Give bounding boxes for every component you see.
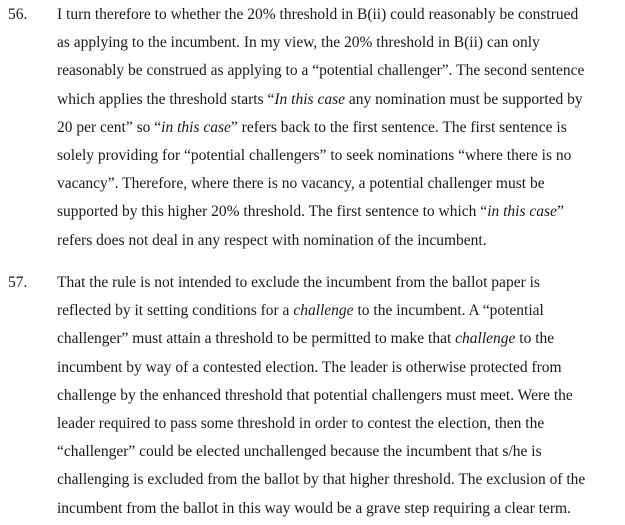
text-line xyxy=(57,114,619,142)
text-line xyxy=(57,382,619,410)
text-line xyxy=(57,29,619,57)
text-run: solely providing for “potential challengers” to seek nominations “where there is no xyxy=(57,147,572,165)
italic-text: challenge xyxy=(293,302,354,320)
text-run: any nomination must be supported by xyxy=(345,90,583,108)
text-run: which applies the threshold starts “ xyxy=(57,90,275,108)
text-line xyxy=(57,354,619,382)
text-run: I turn therefore to whether the 20% threshold in B(ii) could reasonably be construed xyxy=(57,6,579,23)
text-line xyxy=(57,438,619,466)
text-run: leader required to pass some threshold in order to contest the election, then the xyxy=(57,415,545,433)
text-run: to the xyxy=(515,330,555,348)
text-line xyxy=(57,495,619,523)
text-line xyxy=(57,466,619,494)
paragraph-number: 57. xyxy=(8,274,28,291)
text-line xyxy=(57,170,619,198)
text-run: reasonably be construed as applying to a “potential challenger”. The second sentence xyxy=(57,62,585,80)
paragraph-number: 56. xyxy=(8,6,28,23)
text-line xyxy=(57,142,619,170)
text-run: to the incumbent. A “potential xyxy=(353,302,544,320)
text-run: refers does not deal in any respect with nomination of the incumbent. xyxy=(57,231,487,249)
text-run: vacancy”. Therefore, where there is no vacancy, a potential challenger must be xyxy=(57,175,545,193)
text-run: challenge by the enhanced threshold that potential challengers must meet. Were the xyxy=(57,386,573,404)
text-run: challenger” must attain a threshold to be permitted to make that xyxy=(57,330,456,348)
text-line xyxy=(57,325,619,353)
italic-text: In this case xyxy=(274,90,345,108)
text-run: 20 per cent” so “ xyxy=(57,118,162,136)
italic-text: in this case xyxy=(161,118,231,136)
text-run: challenging is excluded from the ballot by that higher threshold. The exclusion of the xyxy=(57,471,586,489)
text-line xyxy=(57,297,619,325)
text-run: reflected by it setting conditions for a xyxy=(57,302,294,320)
text-run: “challenger” could be elected unchallenged because the incumbent that s/he is xyxy=(57,443,542,461)
paragraph-body xyxy=(57,1,619,255)
text-run: supported by this higher 20% threshold. The first sentence to which “ xyxy=(57,203,488,221)
text-run: incumbent from the ballot in this way would be a grave step requiring a clear term. xyxy=(57,499,571,517)
paragraph-body xyxy=(57,269,619,523)
text-run: That the rule is not intended to exclude the incumbent from the ballot paper is xyxy=(57,274,540,291)
italic-text: in this case xyxy=(487,203,557,221)
text-line xyxy=(57,198,619,226)
italic-text: challenge xyxy=(455,330,516,348)
text-run: as applying to the incumbent. In my view, the 20% threshold in B(ii) can only xyxy=(57,34,540,52)
text-line xyxy=(57,269,619,297)
text-line xyxy=(57,86,619,114)
text-run: ” xyxy=(556,203,564,221)
text-line xyxy=(57,410,619,438)
text-run: ” refers back to the first sentence. The first sentence is xyxy=(230,118,567,136)
text-line xyxy=(57,1,619,29)
text-run: incumbent by way of a contested election. The leader is otherwise protected from xyxy=(57,358,562,376)
text-line xyxy=(57,227,619,255)
text-line xyxy=(57,57,619,85)
